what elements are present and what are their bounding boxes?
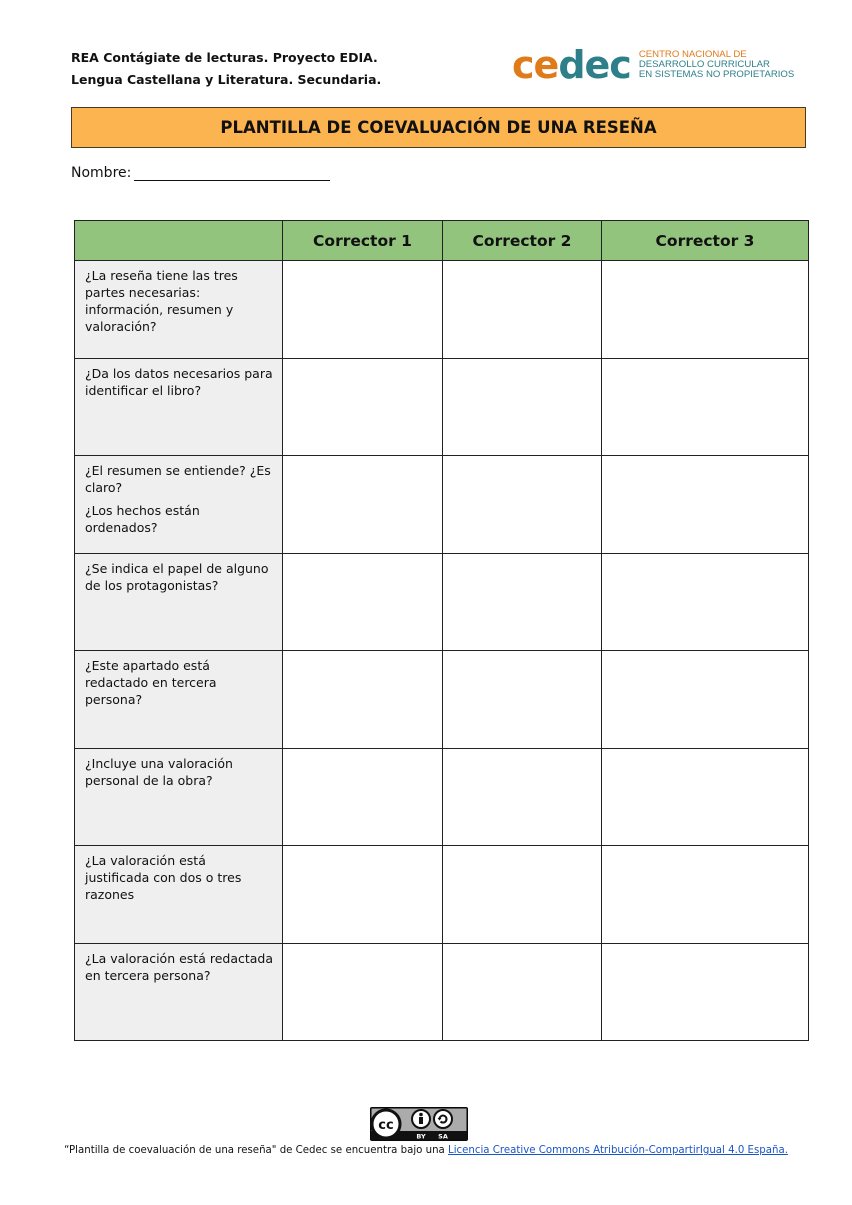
question-cell xyxy=(75,943,283,1041)
corrector-1-answer-cell[interactable] xyxy=(283,456,443,554)
question-text: ¿Se indica el papel de alguno de los protagonistas? xyxy=(85,560,269,593)
corrector-1-answer-cell[interactable] xyxy=(283,943,443,1041)
header-subject-line: Lengua Castellana y Literatura. Secundaria. xyxy=(71,72,382,87)
question-text: ¿Incluye una valoración personal de la obra? xyxy=(85,755,233,788)
header-project-line: REA Contágiate de lecturas. Proyecto EDIA. xyxy=(71,50,378,65)
table-row xyxy=(75,748,809,846)
name-label: Nombre: xyxy=(71,165,132,181)
corrector-3-answer-cell[interactable] xyxy=(602,261,809,359)
column-header: Corrector 2 xyxy=(443,221,602,261)
question-text: ¿La valoración está justificada con dos o tres razones xyxy=(85,853,242,902)
question-text: ¿La reseña tiene las tres partes necesarias: información, resumen y valoración? xyxy=(85,268,238,334)
cedec-logo xyxy=(512,45,794,85)
page-title: PLANTILLA DE COEVALUACIÓN DE UNA RESEÑA xyxy=(71,107,806,148)
header-empty-cell xyxy=(75,221,283,261)
corrector-3-answer-cell[interactable] xyxy=(602,553,809,651)
cedec-logo-wordmark: cedec xyxy=(512,43,631,87)
corrector-2-answer-cell[interactable] xyxy=(443,553,602,651)
question-cell xyxy=(75,358,283,456)
name-blank-line[interactable] xyxy=(134,165,330,181)
by-icon xyxy=(412,1110,430,1128)
corrector-2-answer-cell[interactable] xyxy=(443,943,602,1041)
cc-by-sa-badge xyxy=(370,1107,468,1141)
cc-icon xyxy=(372,1110,400,1138)
question-text: ¿La valoración está redactada en tercera persona? xyxy=(85,950,274,983)
question-cell xyxy=(75,261,283,359)
table-row xyxy=(75,261,809,359)
question-text: ¿Da los datos necesarios para identificar el libro? xyxy=(85,365,273,398)
corrector-1-answer-cell[interactable] xyxy=(283,261,443,359)
question-cell xyxy=(75,456,283,554)
column-header: Corrector 3 xyxy=(602,221,809,261)
coevaluation-table xyxy=(74,220,809,1041)
question-cell xyxy=(75,846,283,944)
corrector-3-answer-cell[interactable] xyxy=(602,748,809,846)
corrector-2-answer-cell[interactable] xyxy=(443,261,602,359)
question-text: ¿El resumen se entiende? ¿Es claro? xyxy=(85,463,271,495)
sa-icon xyxy=(434,1110,452,1128)
corrector-1-answer-cell[interactable] xyxy=(283,358,443,456)
table-row xyxy=(75,358,809,456)
svg-text:cc: cc xyxy=(378,1118,394,1133)
corrector-2-answer-cell[interactable] xyxy=(443,846,602,944)
table-row xyxy=(75,651,809,749)
question-cell xyxy=(75,651,283,749)
question-cell xyxy=(75,553,283,651)
table-row xyxy=(75,553,809,651)
question-text: ¿Este apartado está redactado en tercera persona? xyxy=(85,658,217,707)
table-row xyxy=(75,943,809,1041)
document-header xyxy=(71,47,381,91)
license-text: “Plantilla de coevaluación de una reseña" de Cedec se encuentra bajo una xyxy=(64,1145,449,1156)
column-header: Corrector 1 xyxy=(283,221,443,261)
cedec-logo-tagline: CENTRO NACIONAL DE DESARROLLO CURRICULAR EN SISTEMAS NO PROPIETARIOS xyxy=(638,49,795,80)
name-field xyxy=(71,165,330,181)
corrector-3-answer-cell[interactable] xyxy=(602,943,809,1041)
corrector-3-answer-cell[interactable] xyxy=(602,358,809,456)
corrector-2-answer-cell[interactable] xyxy=(443,456,602,554)
corrector-1-answer-cell[interactable] xyxy=(283,846,443,944)
corrector-3-answer-cell[interactable] xyxy=(602,456,809,554)
corrector-3-answer-cell[interactable] xyxy=(602,846,809,944)
corrector-2-answer-cell[interactable] xyxy=(443,358,602,456)
corrector-2-answer-cell[interactable] xyxy=(443,748,602,846)
badge-sa-label: SA xyxy=(438,1132,448,1141)
table-row xyxy=(75,456,809,554)
corrector-1-answer-cell[interactable] xyxy=(283,651,443,749)
corrector-1-answer-cell[interactable] xyxy=(283,553,443,651)
corrector-1-answer-cell[interactable] xyxy=(283,748,443,846)
corrector-3-answer-cell[interactable] xyxy=(602,651,809,749)
question-text: ¿Los hechos están ordenados? xyxy=(85,503,200,535)
license-link[interactable]: Licencia Creative Commons Atribución-CompartirIgual 4.0 España. xyxy=(448,1145,788,1156)
badge-by-label: BY xyxy=(416,1132,426,1141)
corrector-2-answer-cell[interactable] xyxy=(443,651,602,749)
question-cell xyxy=(75,748,283,846)
license-footer xyxy=(0,1145,852,1156)
table-header-row xyxy=(75,221,809,261)
table-row xyxy=(75,846,809,944)
